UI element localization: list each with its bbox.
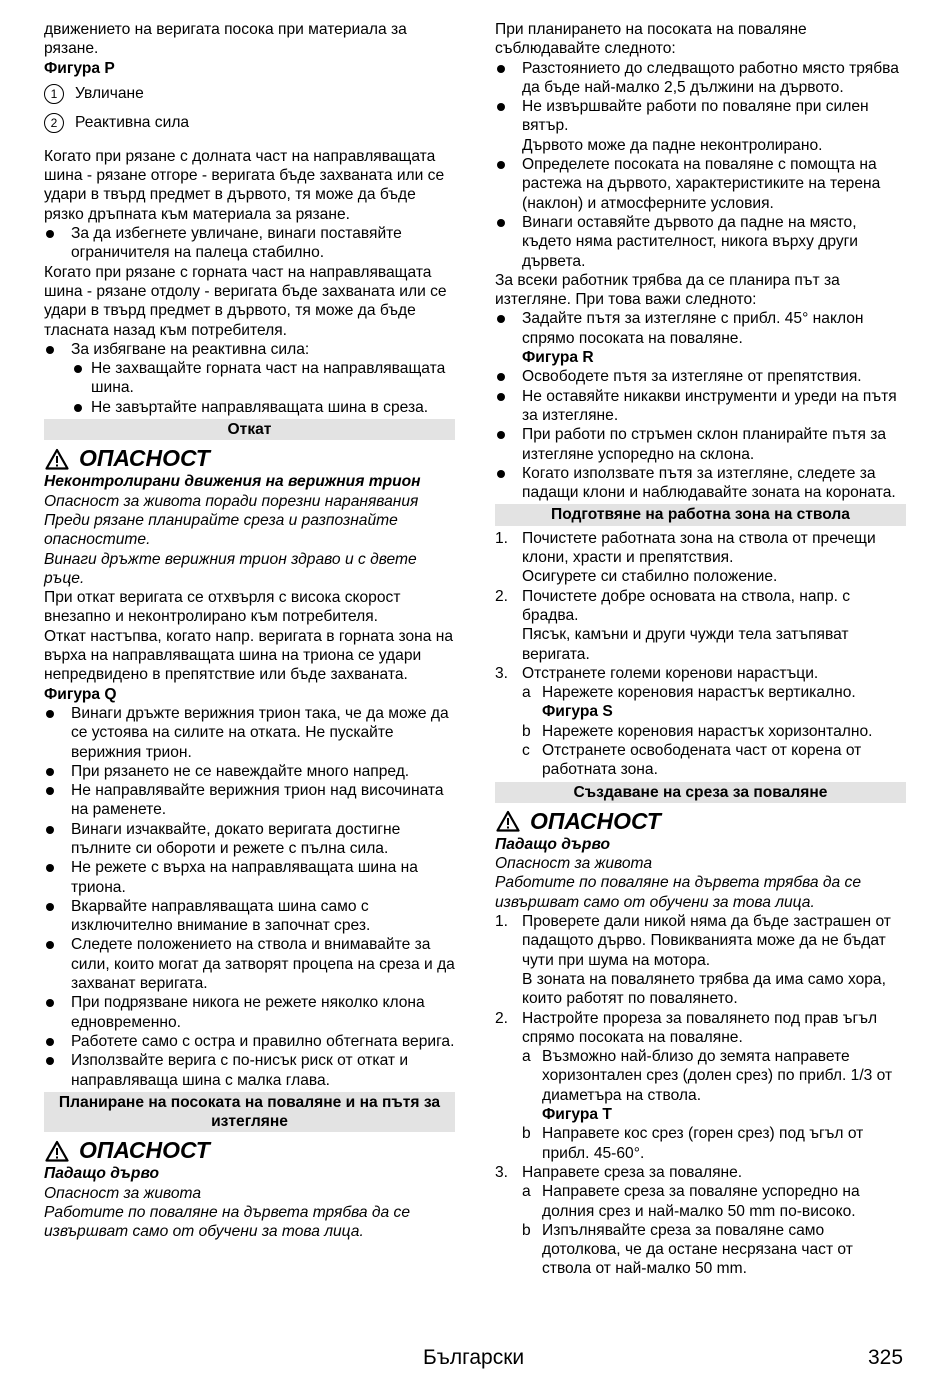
bullet-item: Не извършвайте работи по поваляне при силен вятър. (495, 97, 906, 136)
legend-number: 1 (44, 84, 64, 104)
paragraph: При планирането на посоката на поваляне съблюдавайте следното: (495, 21, 807, 58)
paragraph: За всеки работник трябва да се планира път за изтегляне. При това важи следното: (495, 271, 840, 309)
sub-bullet-item: Не завъртайте направляващата шина в среза. (44, 398, 455, 417)
legend-text: Реактивна сила (75, 114, 190, 132)
step-number: 2. (495, 587, 509, 605)
step-number: 3. (495, 1163, 509, 1181)
bullet-item: За да избегнете увличане, винаги поставяйте ограничителя на палеца стабилно. (44, 224, 455, 263)
sub-step (495, 1047, 906, 1124)
sub-step-letter: a (522, 684, 531, 702)
step-number: 1. (495, 529, 509, 547)
page-number: 325 (868, 1346, 904, 1369)
numbered-step (495, 912, 906, 1008)
bullet-item: Винаги изчаквайте, докато веригата достигне пълните си обороти и режете с пълна сила. (44, 820, 455, 859)
numbered-step (495, 664, 906, 683)
sub-step-text: Направете среза за поваляне успоредно на долния срез и най-малко 50 mm по-високо. (542, 1183, 860, 1220)
legend-item (44, 113, 455, 133)
sub-step-letter: b (522, 1221, 531, 1239)
danger-title: ОПАСНОСТ (79, 1137, 210, 1164)
step-number: 3. (495, 664, 509, 682)
figure-ref: Фигура R (522, 349, 594, 367)
bullet-item: При работи по стръмен склон планирайте пътя за изтегляне успоредно на склона. (495, 425, 906, 464)
warning-icon (45, 1140, 69, 1162)
bullet-item: Разстоянието до следващото работно място трябва да бъде най-малко 2,5 дължини на дървото. (495, 59, 906, 98)
step-text: Направете среза за поваляне. (522, 1163, 743, 1181)
sub-step-letter: a (522, 1183, 531, 1201)
danger-text: Опасност за живота поради порезни наранявания (44, 492, 419, 510)
sub-step-letter: b (522, 1125, 531, 1143)
step-text: Отстранете големи коренови нарастъци. (522, 664, 819, 682)
step-text: Проверете дали никой няма да бъде застрашен от падащото дърво. Повикванията може да не бъдат чути при шума на мотора. (522, 913, 891, 969)
danger-heading (495, 808, 906, 835)
step-text: Осигурете си стабилно положение. (522, 568, 778, 586)
sub-step-text: Нарежете кореновия нарастък вертикално. (542, 684, 856, 702)
step-number: 2. (495, 1009, 509, 1027)
section-heading: Откат (44, 419, 455, 440)
bullet-item: Вкарвайте направляващата шина само с изключително внимание в започнат срез. (44, 897, 455, 936)
numbered-step (495, 1009, 906, 1048)
bullet-item: Задайте пътя за изтегляне с прибл. 45° наклон спрямо посоката на поваляне. (495, 309, 906, 348)
paragraph: движението на веригата посока при материала за рязане. (44, 21, 407, 58)
step-text: Почистете работната зона на ствола от пречещи клони, храсти и препятствия. (522, 529, 876, 567)
numbered-step (495, 1163, 906, 1182)
bullet-item: При рязането не се навеждайте много напред. (44, 762, 455, 781)
danger-title: ОПАСНОСТ (530, 807, 661, 834)
bullet-item: Не направлявайте верижния трион над височината на раменете. (44, 781, 455, 820)
danger-text: Опасност за живота (495, 855, 652, 873)
bullet-item: Винаги оставяйте дървото да падне на място, където няма растителност, никога върху други дървета. (495, 213, 906, 271)
sub-step-text: Нарежете кореновия нарастък хоризонтално. (542, 722, 873, 740)
danger-heading (44, 445, 455, 472)
bullet-item: Следете положението на ствола и внимавайте за сили, които могат да затворят процепа на среза и да захванат веригата. (44, 935, 455, 993)
bullet-item: Използвайте верига с по-нисък риск от откат и направляваща шина с малка глава. (44, 1051, 455, 1090)
bullet-item: Когато използвате пътя за изтегляне, следете за падащи клони и наблюдавайте зоната на короната. (495, 464, 906, 503)
footer-language: Български (423, 1346, 525, 1369)
danger-subject: Неконтролирани движения на верижния трион (44, 473, 421, 491)
section-heading: Планиране на посоката на поваляне и на пътя за изтегляне (44, 1092, 455, 1133)
step-text: В зоната на повалянето трябва да има само хора, които работят по повалянето. (522, 970, 886, 1008)
bullet-item: Освободете пътя за изтегляне от препятствия. (495, 367, 906, 386)
numbered-step (495, 529, 906, 587)
sub-step (495, 683, 906, 722)
sub-bullet-item: Не захващайте горната част на направляващата шина. (44, 359, 455, 398)
paragraph: Откат настъпва, когато напр. веригата в горната зона на върха на направляващата шина на триона се удари непредвидено в препятствие или бъде захваната. (44, 627, 454, 684)
danger-subject: Падащо дърво (44, 1165, 159, 1183)
step-text: Пясък, камъни и други чужди тела затъпяват веригата. (522, 626, 849, 663)
sub-step-letter: c (522, 741, 530, 759)
figure-ref: Фигура P (44, 59, 115, 77)
danger-heading (44, 1137, 455, 1164)
numbered-step (495, 587, 906, 664)
legend-text: Увличане (75, 85, 144, 103)
warning-icon (45, 448, 69, 470)
warning-icon (496, 810, 520, 832)
danger-subject: Падащо дърво (495, 835, 610, 853)
figure-ref: Фигура T (542, 1106, 612, 1124)
step-text: Настройте прореза за повалянето под прав ъгъл спрямо посоката на поваляне. (522, 1009, 878, 1046)
sub-step-text: Направете кос срез (горен срез) под ъгъл от прибл. 45-60°. (542, 1125, 864, 1162)
step-number: 1. (495, 913, 509, 931)
left-column (44, 20, 455, 1242)
danger-text: Работите по поваляне на дървета трябва да се извършват само от обучени за това лица. (495, 874, 862, 911)
danger-text: Опасност за живота (44, 1184, 201, 1202)
bullet-item: Определете посоката на поваляне с помощта на растежа на дървото, характеристиките на терена (наклон) и атмосферните условия. (495, 155, 906, 213)
sub-step-text: Възможно най-близо до земята направете хоризонтален срез (долен срез) по прибл. 1/3 от диаметъра на ствола. (542, 1048, 893, 1104)
figure-ref: Фигура S (542, 703, 613, 721)
bullet-item: Не режете с върха на направляващата шина на триона. (44, 858, 455, 897)
sub-step (495, 1182, 906, 1221)
danger-text: Винаги дръжте верижния трион здраво и с двете ръце. (44, 550, 417, 587)
paragraph: Когато при рязане с горната част на направляващата шина - рязане отдолу - веригата бъде захваната или се удари в твърд предмет в дървото, тя може да бъде тласната назад към потребителя. (44, 263, 447, 339)
sub-step-letter: b (522, 722, 531, 740)
legend-item (44, 84, 455, 104)
section-heading: Създаване на среза за поваляне (495, 782, 906, 803)
danger-text: Преди рязане планирайте среза и разпознайте опасностите. (44, 511, 398, 549)
right-column (495, 20, 906, 1279)
bullet-item: Не оставяйте никакви инструменти и уреди на пътя за изтегляне. (495, 387, 906, 426)
section-heading: Подготвяне на работна зона на ствола (495, 504, 906, 525)
sub-step (495, 1124, 906, 1163)
sub-step-letter: a (522, 1048, 531, 1066)
sub-step (495, 722, 906, 741)
paragraph: Когато при рязане с долната част на направляващата шина - рязане отгоре - веригата бъде захваната или се удари в твърд предмет в дървото, тя може да бъде рязко дръпната към материала за рязане. (44, 147, 445, 223)
paragraph: При откат веригата се отхвърля с висока скорост внезапно и неконтролирано към потребителя. (44, 589, 401, 626)
sub-step-text: Изпълнявайте среза за поваляне само дотолкова, че да остане несрязана част от ствола от най-малко 50 mm. (542, 1221, 853, 1278)
danger-title: ОПАСНОСТ (79, 445, 210, 472)
bullet-item: При подрязване никога не режете няколко клона едновременно. (44, 993, 455, 1032)
bullet-continuation: Дървото може да падне неконтролирано. (522, 136, 823, 154)
legend-number: 2 (44, 113, 64, 133)
step-text: Почистете добре основата на ствола, напр. с брадва. (522, 587, 851, 624)
sub-step (495, 1221, 906, 1279)
danger-text: Работите по поваляне на дървета трябва да се извършват само от обучени за това лица. (44, 1204, 411, 1241)
sub-step (495, 741, 906, 780)
sub-step-text: Отстранете освободената част от корена от работната зона. (542, 741, 862, 779)
bullet-item: Работете само с остра и правилно обтегната верига. (44, 1032, 455, 1051)
bullet-item: Винаги дръжте верижния трион така, че да може да се устоява на силите на отката. Не пускайте верижния трион. (44, 704, 455, 762)
figure-ref: Фигура Q (44, 685, 117, 703)
bullet-item: За избягване на реактивна сила: (44, 340, 455, 359)
